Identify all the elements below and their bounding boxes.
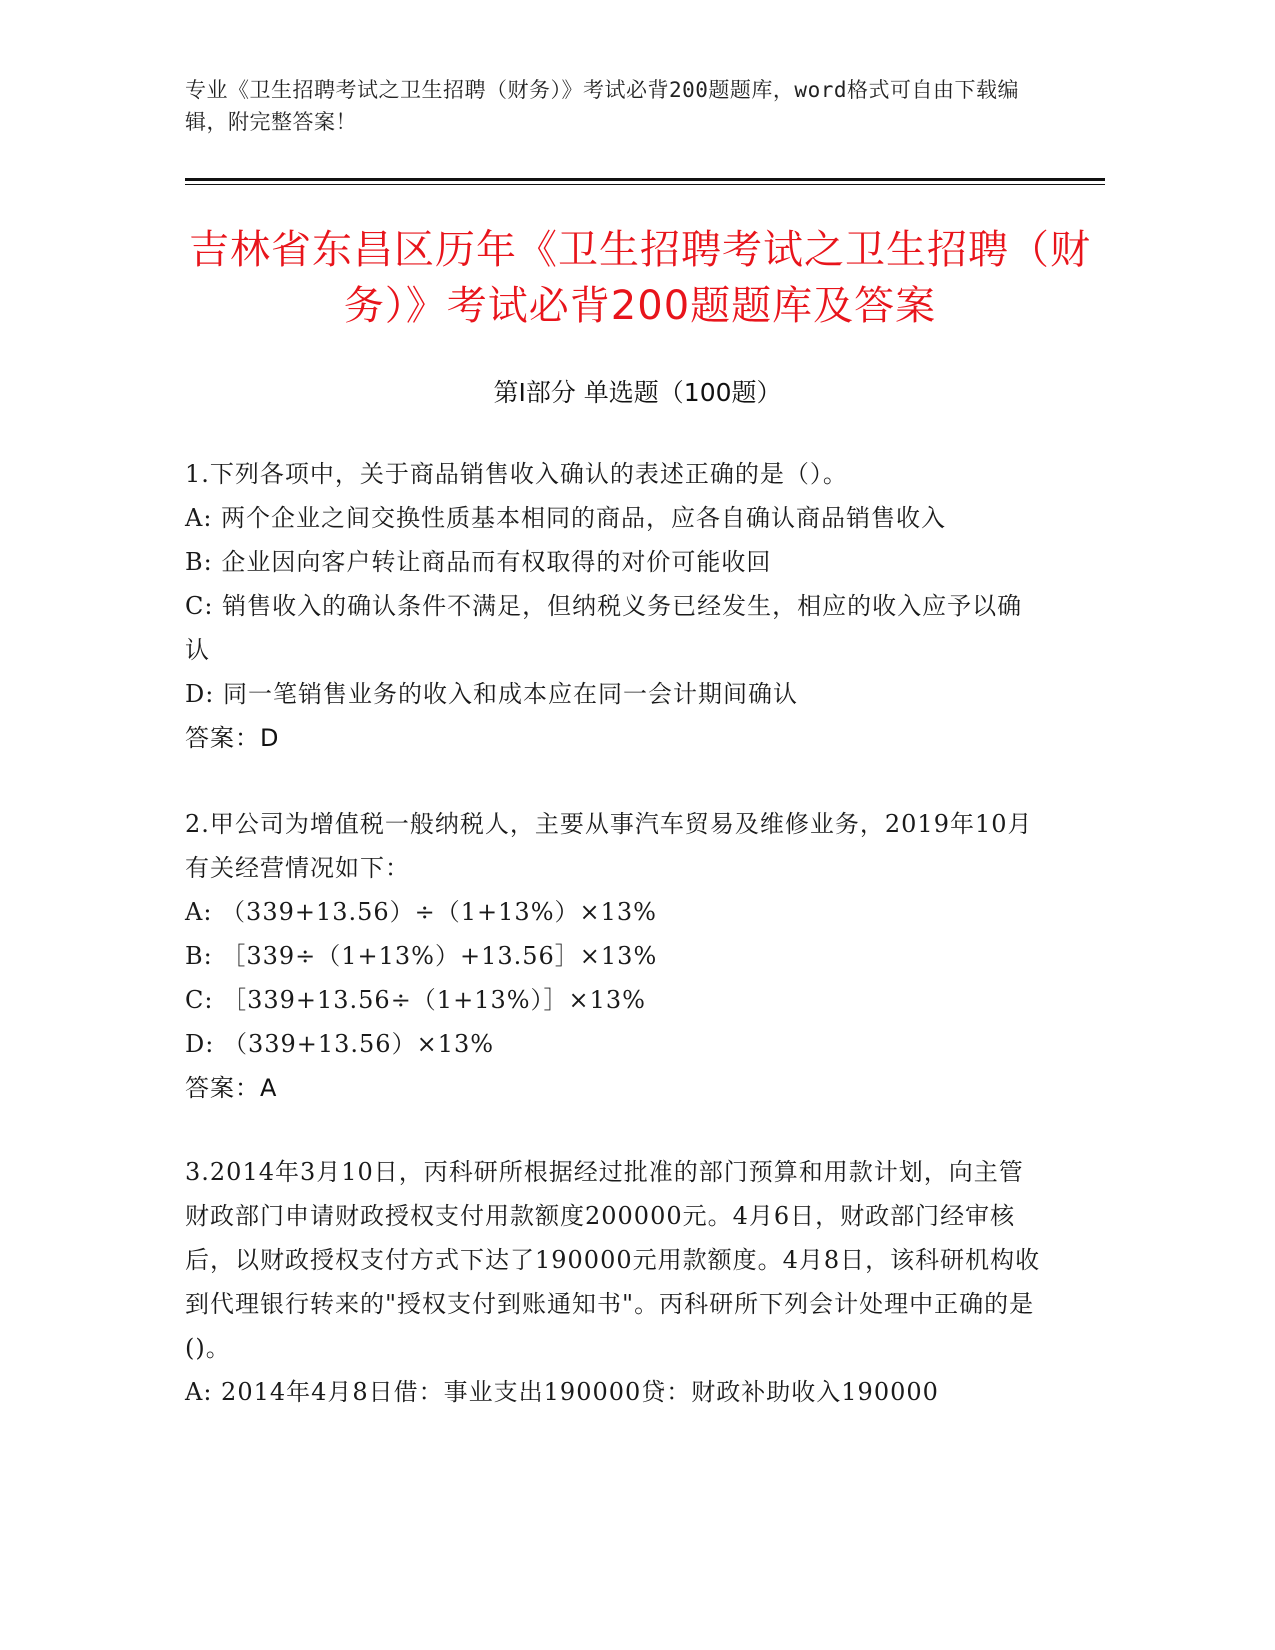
option-b: B: ［339÷（1+13%）+13.56］×13% bbox=[185, 942, 658, 970]
document-title: 吉林省东昌区历年《卫生招聘考试之卫生招聘（财务）》考试必背200题题库及答案 bbox=[189, 227, 1091, 329]
section-title: 第Ⅰ部分 单选题（100题） bbox=[493, 378, 782, 407]
question-1 bbox=[185, 452, 1045, 760]
option-a: A: 2014年4月8日借：事业支出190000贷：财政补助收入190000 bbox=[185, 1378, 939, 1406]
option-a: A: 两个企业之间交换性质基本相同的商品，应各自确认商品销售收入 bbox=[185, 504, 947, 532]
option-a: A: （339+13.56）÷（1+13%）×13% bbox=[185, 898, 657, 926]
option-c: C: ［339+13.56÷（1+13%）］×13% bbox=[185, 986, 646, 1014]
option-d: D: （339+13.56）×13% bbox=[185, 1030, 495, 1058]
option-b: B: 企业因向客户转让商品而有权取得的对价可能收回 bbox=[185, 548, 772, 576]
option-c: C: 销售收入的确认条件不满足，但纳税义务已经发生，相应的收入应予以确认 bbox=[185, 592, 1023, 664]
question-2 bbox=[185, 802, 1045, 1110]
question-stem: 3.2014年3月10日，丙科研所根据经过批准的部门预算和用款计划，向主管财政部门申请财政授权支付用款额度200000元。4月6日，财政部门经审核后，以财政授权支付方式下达了190000元用款额度。4月8日，该科研机构收到代理银行转来的"授权支付到账通知书"。丙科研所下列会计处理中正确的是()。 bbox=[185, 1158, 1041, 1362]
question-stem: 2.甲公司为增值税一般纳税人，主要从事汽车贸易及维修业务，2019年10月有关经营情况如下： bbox=[185, 810, 1033, 882]
answer: 答案：A bbox=[185, 1074, 278, 1102]
header-note: 专业《卫生招聘考试之卫生招聘（财务）》考试必背200题题库，word格式可自由下载编辑，附完整答案！ bbox=[185, 78, 1019, 134]
question-3 bbox=[185, 1150, 1045, 1414]
answer: 答案：D bbox=[185, 724, 280, 752]
option-d: D: 同一笔销售业务的收入和成本应在同一会计期间确认 bbox=[185, 680, 798, 708]
question-stem: 1.下列各项中，关于商品销售收入确认的表述正确的是（）。 bbox=[185, 460, 848, 488]
header-rule-thin bbox=[185, 184, 1105, 185]
header-rule bbox=[185, 178, 1105, 181]
